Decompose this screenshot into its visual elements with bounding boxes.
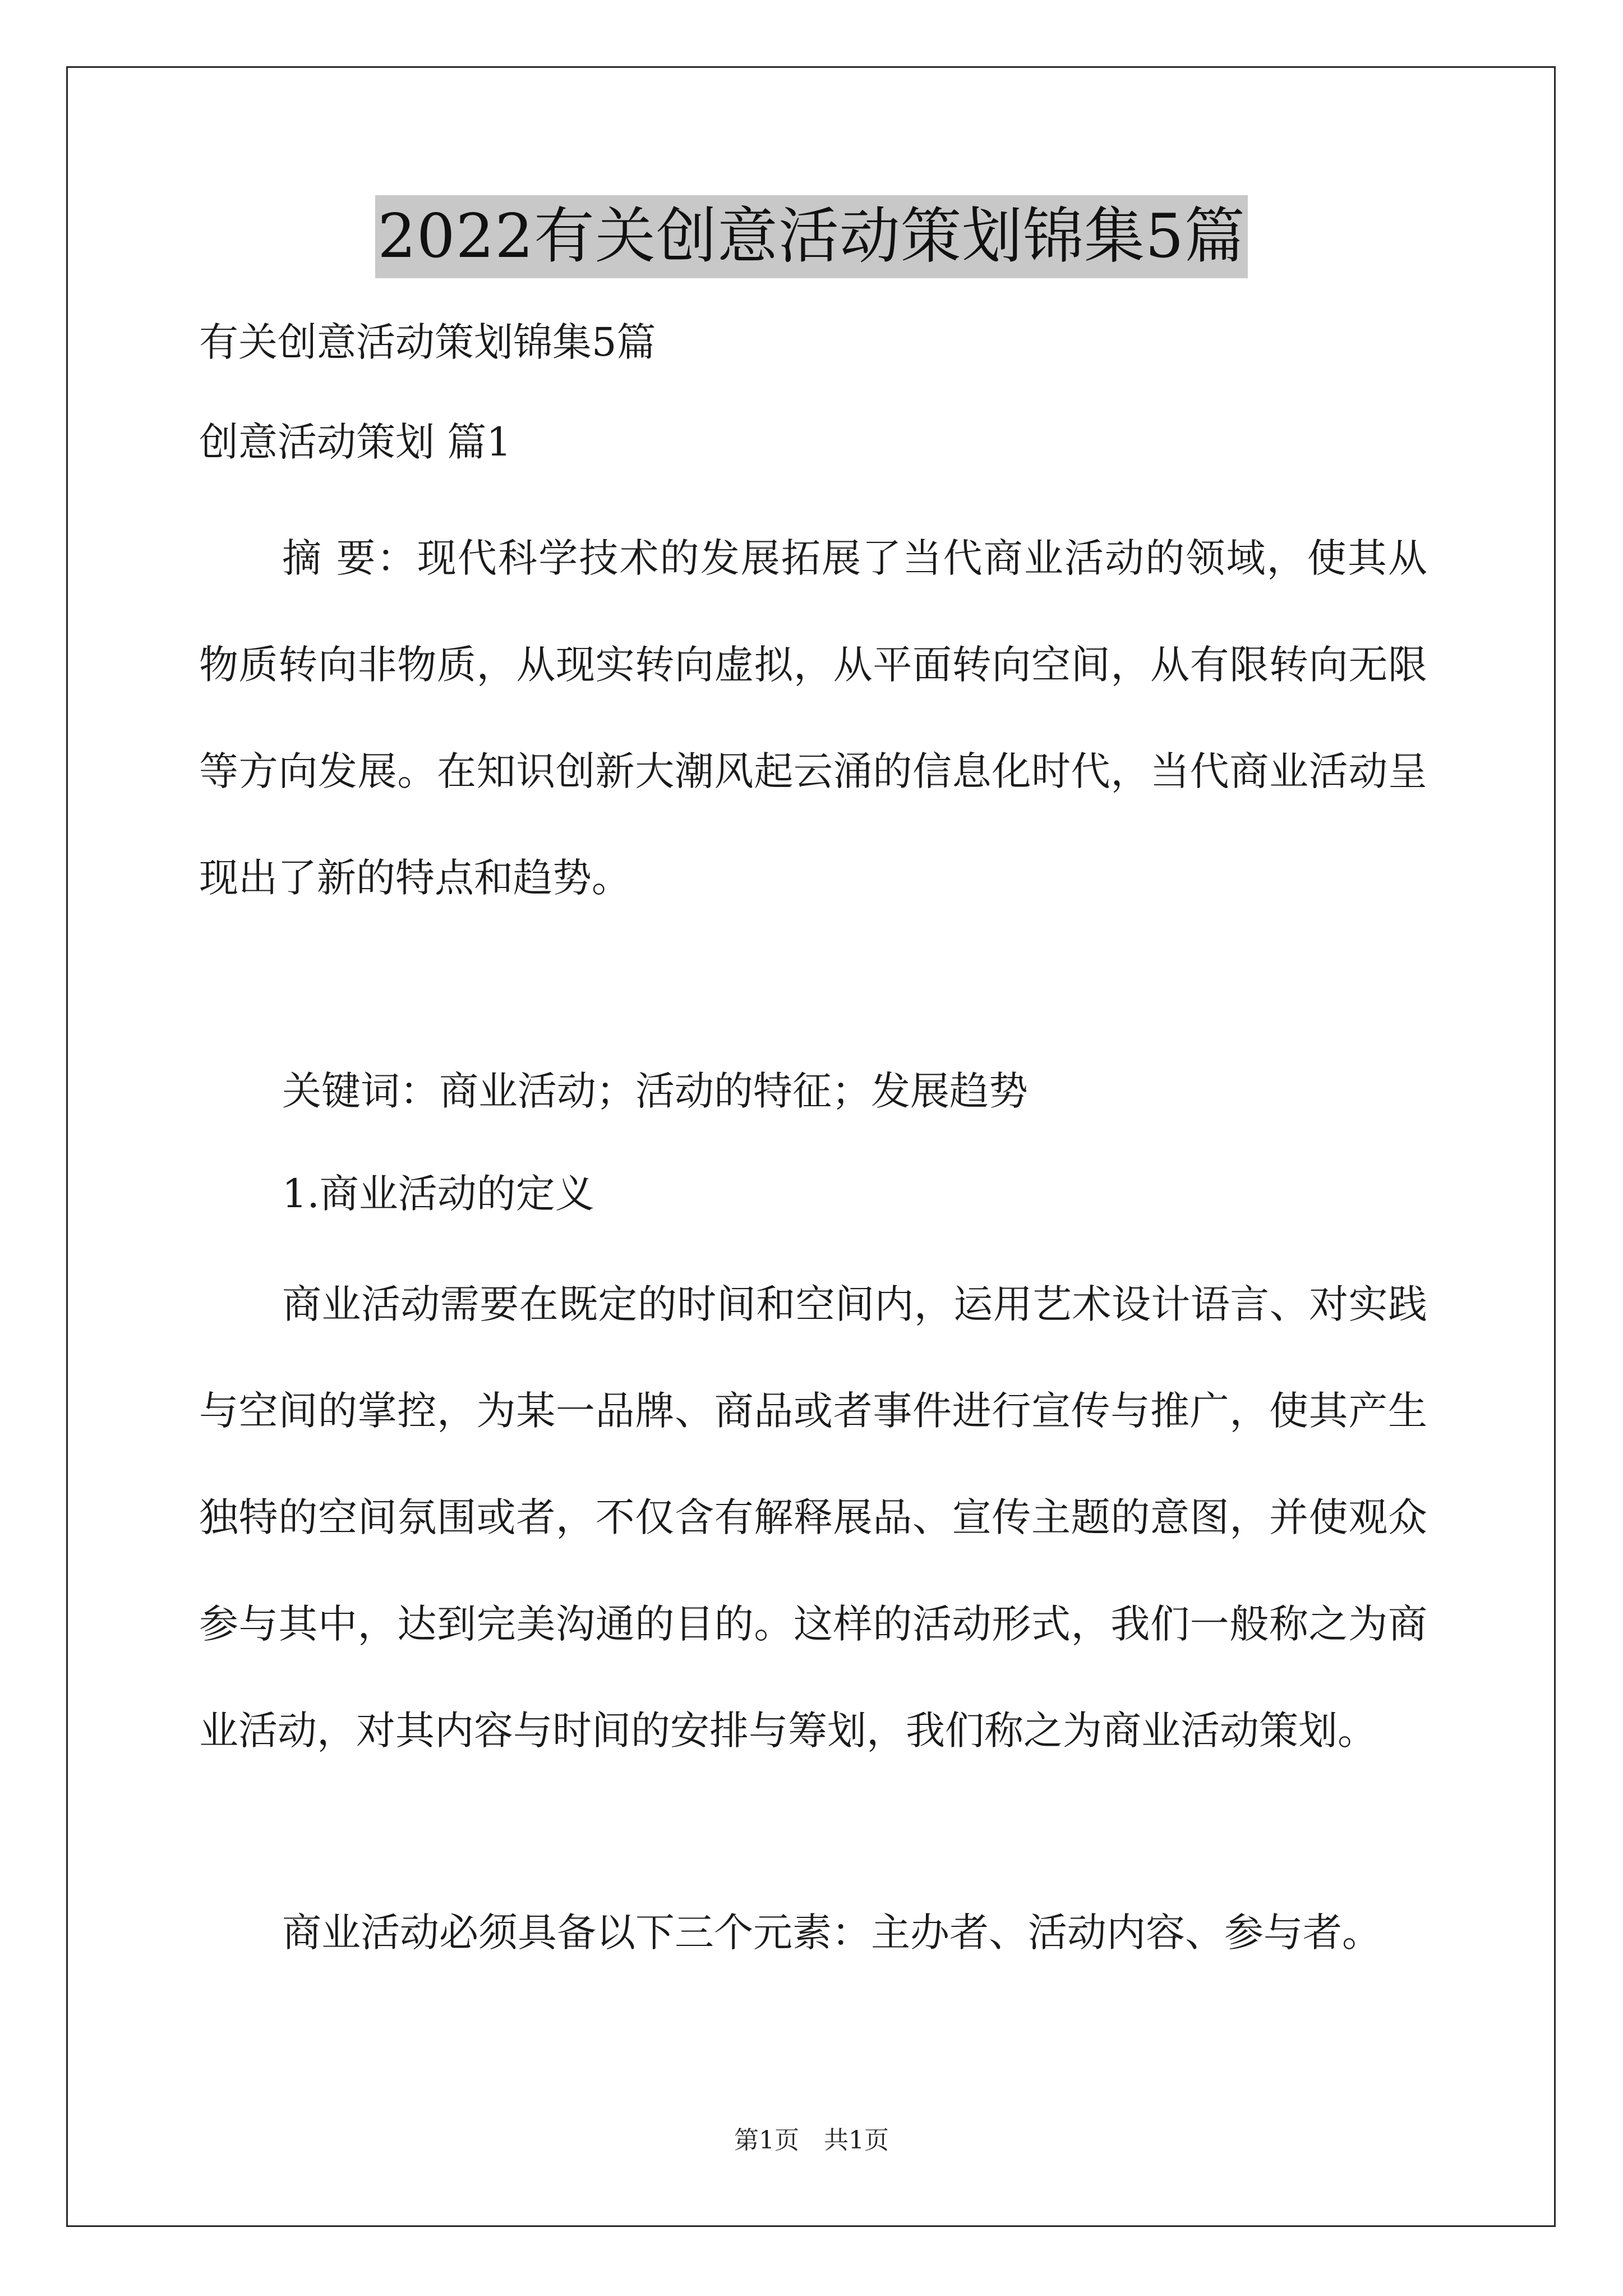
page-border (66, 66, 1556, 2227)
title-container (0, 195, 1623, 278)
document-title: 2022有关创意活动策划锦集5篇 (375, 195, 1248, 278)
section-heading: 创意活动策划 篇1 (199, 419, 511, 465)
elements-paragraph: 商业活动必须具备以下三个元素：主办者、活动内容、参与者。 (282, 1910, 1381, 1955)
definition-heading: 1.商业活动的定义 (282, 1171, 594, 1217)
page-footer: 第1页 共1页 (734, 2126, 889, 2155)
definition-paragraph: 商业活动需要在既定的时间和空间内，运用艺术设计语言、对实践与空间的掌控，为某一品牌、商品或者事件进行宣传与推广，使其产生独特的空间氛围或者，不仅含有解释展品、宣传主题的意图，并使观众参与其中，达到完美沟通的目的。这样的活动形式，我们一般称之为商业活动，对其内容与时间的安排与筹划，我们称之为商业活动策划。 (199, 1281, 1427, 1754)
abstract-paragraph: 摘 要：现代科学技术的发展拓展了当代商业活动的领域，使其从物质转向非物质，从现实转向虚拟，从平面转向空间，从有限转向无限等方向发展。在知识创新大潮风起云涌的信息化时代，当代商业活动呈现出了新的特点和趋势。 (199, 535, 1427, 901)
keywords-line: 关键词：商业活动；活动的特征；发展趋势 (282, 1068, 1028, 1114)
document-subtitle: 有关创意活动策划锦集5篇 (199, 319, 656, 365)
